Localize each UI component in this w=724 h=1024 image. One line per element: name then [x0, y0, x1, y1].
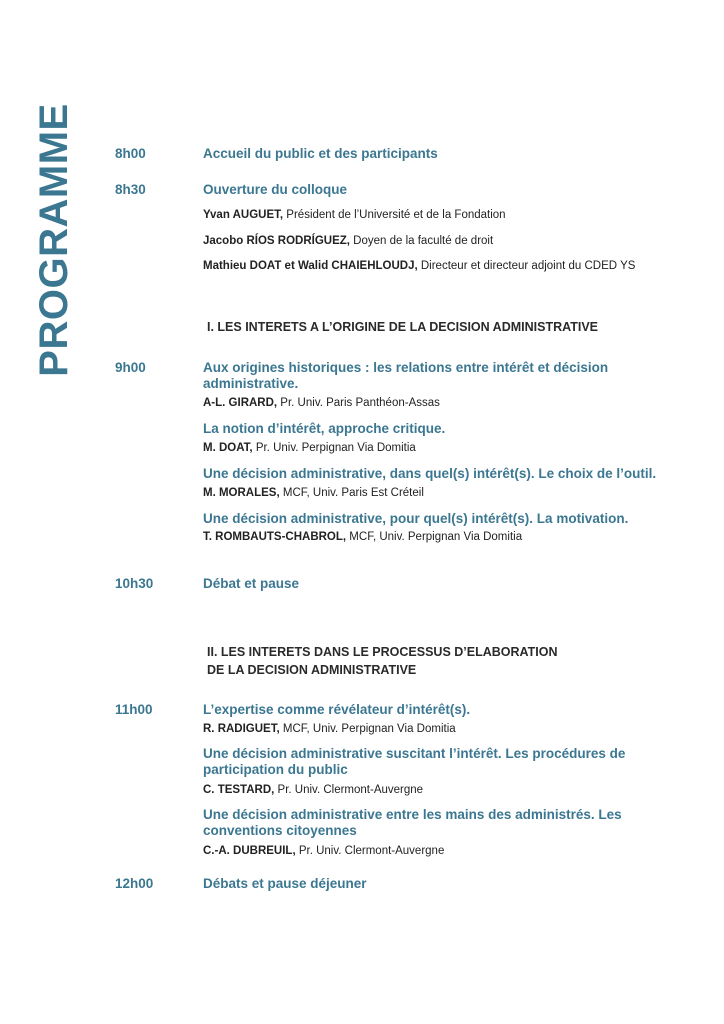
talk-title: L’expertise comme révélateur d’intérêt(s).	[203, 702, 471, 717]
speaker-line	[203, 396, 703, 410]
speaker-role: Pr. Univ. Clermont-Auvergne	[274, 784, 424, 796]
section-heading-line: DE LA DECISION ADMINISTRATIVE	[207, 663, 417, 677]
break-title: Débats et pause déjeuner	[203, 876, 367, 891]
speaker-line	[203, 783, 703, 797]
time-label: 9h00	[115, 360, 146, 375]
speaker-name: R. RADIGUET,	[203, 723, 280, 735]
time-label: 12h00	[115, 876, 154, 891]
slot-title: Ouverture du colloque	[203, 182, 348, 197]
speaker-line	[203, 441, 703, 455]
talk-title: Aux origines historiques : les relations entre intérêt et décision administrative.	[203, 360, 609, 391]
speaker-role: MCF, Univ. Perpignan Via Domitia	[279, 723, 456, 735]
talk-title: Une décision administrative entre les mains des administrés. Les conventions citoyennes	[203, 807, 622, 838]
speaker-line	[203, 722, 703, 736]
speaker-line	[203, 259, 703, 273]
time-label: 11h00	[115, 702, 153, 717]
speaker-name: Mathieu DOAT et Walid CHAIEHLOUDJ,	[203, 260, 418, 272]
speaker-role: MCF, Univ. Paris Est Créteil	[279, 487, 424, 499]
time-label: 8h30	[115, 182, 146, 197]
speaker-name: Jacobo RÍOS RODRÍGUEZ,	[203, 235, 350, 247]
speaker-name: M. MORALES,	[203, 487, 280, 499]
time-label: 8h00	[115, 146, 146, 161]
section-heading	[207, 643, 558, 679]
speaker-name: A-L. GIRARD,	[203, 397, 278, 409]
speaker-line	[203, 530, 703, 544]
section-heading: I. LES INTERETS A L’ORIGINE DE LA DECISION ADMINISTRATIVE	[207, 320, 598, 334]
time-label: 10h30	[115, 576, 154, 591]
speaker-role: Pr. Univ. Perpignan Via Domitia	[252, 442, 416, 454]
slot-title: Accueil du public et des participants	[203, 146, 438, 161]
speaker-name: T. ROMBAUTS-CHABROL,	[203, 531, 347, 543]
talk-title: Une décision administrative, dans quel(s) intérêt(s). Le choix de l’outil.	[203, 466, 657, 481]
page-title: PROGRAMME	[32, 103, 76, 377]
speaker-line	[203, 208, 703, 222]
speaker-line	[203, 844, 703, 858]
speaker-role: Directeur et directeur adjoint du CDED YS	[417, 260, 636, 272]
talk-title: Une décision administrative, pour quel(s) intérêt(s). La motivation.	[203, 511, 629, 526]
speaker-role: Président de l’Université et de la Fondation	[283, 209, 506, 221]
speaker-role: MCF, Univ. Perpignan Via Domitia	[346, 531, 523, 543]
speaker-line	[203, 486, 703, 500]
talk-title: La notion d’intérêt, approche critique.	[203, 421, 446, 436]
speaker-name: M. DOAT,	[203, 442, 253, 454]
section-heading-line: II. LES INTERETS DANS LE PROCESSUS D’ELABORATION	[207, 645, 558, 659]
break-title: Débat et pause	[203, 576, 300, 591]
speaker-name: C.-A. DUBREUIL,	[203, 845, 296, 857]
speaker-role: Doyen de la faculté de droit	[349, 235, 494, 247]
speaker-role: Pr. Univ. Paris Panthéon-Assas	[277, 397, 440, 409]
speaker-line	[203, 234, 703, 248]
speaker-name: C. TESTARD,	[203, 784, 275, 796]
speaker-role: Pr. Univ. Clermont-Auvergne	[295, 845, 445, 857]
talk-title: Une décision administrative suscitant l’intérêt. Les procédures de participation du public	[203, 746, 626, 777]
speaker-name: Yvan AUGUET,	[203, 209, 284, 221]
